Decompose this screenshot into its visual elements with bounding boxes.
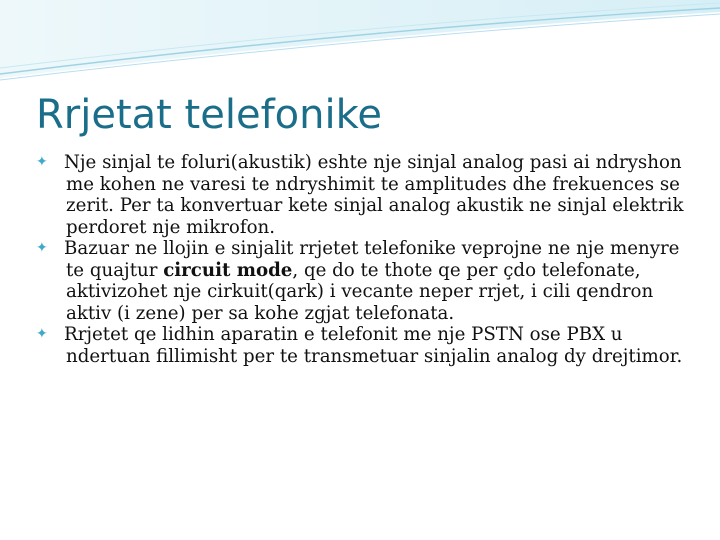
bullet-item [36, 238, 696, 324]
header-wave-decoration [0, 0, 720, 90]
bullet-item [36, 324, 696, 367]
slide-title: Rrjetat telefonike [36, 92, 382, 138]
bullet-item [36, 152, 696, 238]
bullet-bold-term: circuit mode [163, 259, 293, 281]
star-bullet-icon: ✦ [36, 326, 48, 342]
star-bullet-icon: ✦ [36, 240, 48, 256]
star-bullet-icon: ✦ [36, 154, 48, 170]
bullet-text: Bazuar ne llojin e sinjalit rrjetet telefonike veprojne ne nje menyre te quajtur [64, 238, 680, 281]
bullet-text: Nje sinjal te foluri(akustik) eshte nje sinjal analog pasi ai ndryshon me kohen ne varesi te ndryshimit te amplitudes dhe frekuences se zerit. Per ta konvertuar kete sinjal analog akustik ne sinjal elektrik perdoret nje mikrofon. [64, 152, 684, 238]
bullet-text: , qe do te thote qe per çdo telefonate, aktivizohet nje cirkuit(qark) i vecante neper rrjet, i cili qendron aktiv (i zene) per sa kohe zgjat telefonata. [66, 259, 654, 324]
bullet-list [36, 152, 696, 367]
bullet-text: Rrjetet qe lidhin aparatin e telefonit me nje PSTN ose PBX u ndertuan fillimisht per te transmetuar sinjalin analog dy drejtimor. [64, 324, 683, 367]
